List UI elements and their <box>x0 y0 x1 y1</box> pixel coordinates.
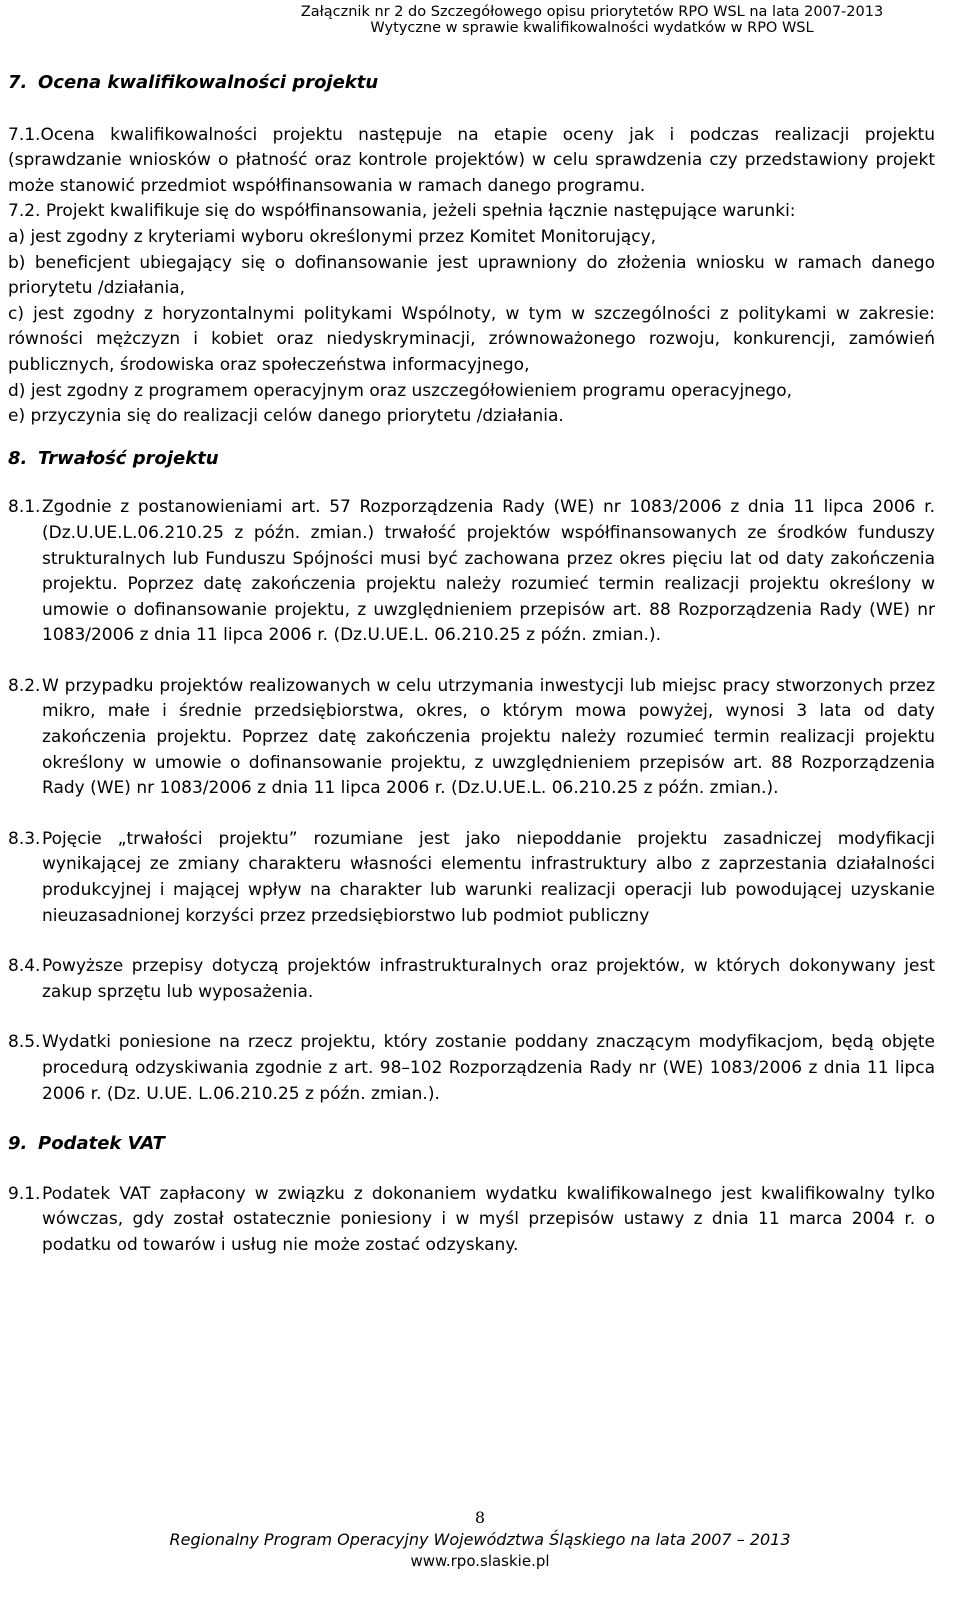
section-number: 8. <box>8 447 28 469</box>
paragraph-text: Podatek VAT zapłacony w związku z dokonaniem wydatku kwalifikowalnego jest kwalifikowalny tylko wówczas, gdy został ostatecznie poniesiony i w myśl przepisów ustawy z dnia 11 marca 2004 r. o podatku od towarów i usług nie może zostać odzyskany. <box>42 1183 935 1255</box>
paragraph-7-2 <box>8 199 935 225</box>
paragraph-text: Zgodnie z postanowieniami art. 57 Rozporządzenia Rady (WE) nr 1083/2006 z dnia 11 lipca 2006 r. (Dz.U.UE.L.06.210.25 z późn. zmian.) trwałość projektów współfinansowanych ze środków funduszy strukturalnych lub Funduszu Spójności musi być zachowana przez okres pięciu lat od daty zakończenia projektu. Poprzez datę zakończenia projektu należy rozumieć termin realizacji projektu określony w umowie o dofinansowanie projektu, z uwzględnieniem przepisów art. 88 Rozporządzenia Rady (WE) nr 1083/2006 z dnia 11 lipca 2006 r. (Dz.U.UE.L. 06.210.25 z późn. zmian.). <box>42 497 935 646</box>
paragraph-text: W przypadku projektów realizowanych w celu utrzymania inwestycji lub miejsc pracy stworzonych przez mikro, małe i średnie przedsiębiorstwa, okres, o którym mowa powyżej, wynosi 3 lata od daty zakończenia projektu. Poprzez datę zakończenia projektu należy rozumieć termin realizacji projektu określony w umowie o dofinansowanie projektu, z uwzględnieniem przepisów art. 88 Rozporządzenia Rady (WE) nr 1083/2006 z dnia 11 lipca 2006 r. (Dz.U.UE.L. 06.210.25 z późn. zmian.). <box>42 675 935 799</box>
paragraph-number: 8.3. <box>8 828 41 849</box>
section-title: Trwałość projektu <box>38 447 219 469</box>
paragraph-number: 8.5. <box>8 1032 41 1053</box>
paragraph-number: 7.1. <box>8 124 41 145</box>
section-9-heading <box>8 1131 935 1157</box>
paragraph-number: 7.2. <box>8 201 41 222</box>
paragraph-text: Wydatki poniesione na rzecz projektu, który zostanie poddany znaczącym modyfikacjom, będą objęte procedurą odzyskiwania zgodnie z art. 98–102 Rozporządzenia Rady nr (WE) 1083/2006 z dnia 11 lipca 2006 r. (Dz. U.UE. L.06.210.25 z późn. zmian.). <box>42 1032 935 1104</box>
section-title: Podatek VAT <box>38 1133 165 1155</box>
paragraph-number: 8.4. <box>8 956 41 977</box>
condition-e: e) przyczynia się do realizacji celów danego priorytetu /działania. <box>8 406 564 427</box>
paragraph-8-5 <box>8 1030 935 1107</box>
footer-url[interactable]: www.rpo.slaskie.pl <box>410 1552 550 1570</box>
page-header <box>252 4 932 36</box>
paragraph-8-2 <box>8 674 935 802</box>
condition-b: b) beneficjent ubiegający się o dofinansowanie jest uprawniony do złożenia wniosku w ramach danego priorytetu /działania, <box>8 252 935 299</box>
paragraph-8-4 <box>8 954 935 1005</box>
paragraph-8-3 <box>8 827 935 929</box>
section-number: 7. <box>8 72 28 93</box>
condition-d: d) jest zgodny z programem operacyjnym oraz uszczegółowieniem programu operacyjnego, <box>8 380 792 401</box>
page-number: 8 <box>474 1508 486 1527</box>
paragraph-7-1 <box>8 123 935 200</box>
paragraph-text: Powyższe przepisy dotyczą projektów infrastrukturalnych oraz projektów, w których dokonywany jest zakup sprzętu lub wyposażenia. <box>42 956 935 1002</box>
section-number: 9. <box>8 1133 28 1155</box>
condition-a: a) jest zgodny z kryteriami wyboru określonymi przez Komitet Monitorujący, <box>8 226 657 247</box>
footer-program: Regionalny Program Operacyjny Województwa Śląskiego na lata 2007 – 2013 <box>169 1530 791 1549</box>
header-line-2: Wytyczne w sprawie kwalifikowalności wydatków w RPO WSL <box>370 20 814 36</box>
paragraph-text: Projekt kwalifikuje się do współfinansowania, jeżeli spełnia łącznie następujące warunki: <box>45 201 796 222</box>
paragraph-text: Pojęcie „trwałości projektu” rozumiane jest jako niepoddanie projektu zasadniczej modyfikacji wynikającej ze zmiany charakteru własności elementu infrastruktury albo z zaprzestania działalności produkcyjnej i mającej wpływ na charakter lub warunki realizacji operacji lub powodującej uzyskanie nieuzasadnionej korzyści przez przedsiębiorstwo lub podmiot publiczny <box>42 828 935 926</box>
condition-c: c) jest zgodny z horyzontalnymi politykami Wspólnoty, w tym w szczególności z politykami w zakresie: równości mężczyzn i kobiet oraz niedyskryminacji, zrównoważonego rozwoju, konkurencji, zamówień publicznych, środowiska oraz społeczeństwa informacyjnego, <box>8 303 935 375</box>
paragraph-number: 9.1. <box>8 1183 41 1204</box>
section-8-heading <box>8 446 935 472</box>
paragraph-8-1 <box>8 495 935 649</box>
paragraph-number: 8.1. <box>8 497 41 518</box>
header-line-1: Załącznik nr 2 do Szczegółowego opisu priorytetów RPO WSL na lata 2007-2013 <box>300 4 884 20</box>
paragraph-9-1 <box>8 1182 935 1259</box>
document-body <box>8 70 935 1259</box>
paragraph-text: Ocena kwalifikowalności projektu następuje na etapie oceny jak i podczas realizacji projektu (sprawdzanie wniosków o płatność oraz kontrole projektów) w celu sprawdzenia czy przedstawiony projekt może stanowić przedmiot współfinansowania w ramach danego programu. <box>8 124 935 196</box>
section-7-heading <box>8 70 935 96</box>
section-title: Ocena kwalifikowalności projektu <box>38 72 379 93</box>
paragraph-number: 8.2. <box>8 675 41 696</box>
